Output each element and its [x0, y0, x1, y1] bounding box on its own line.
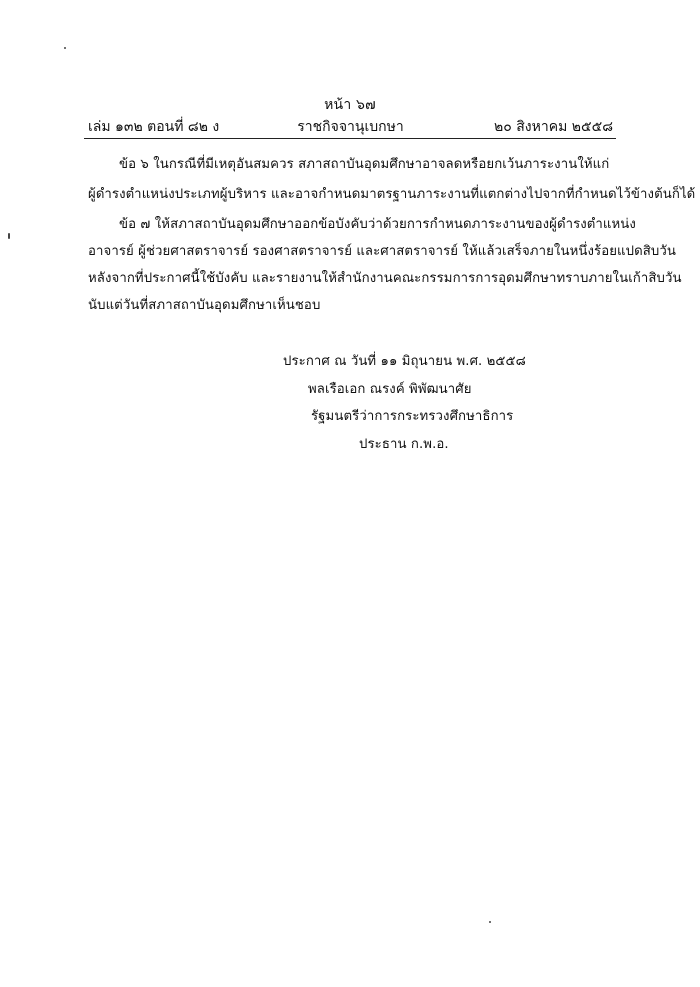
- clause-6-line-2: ผู้ดำรงตำแหน่งประเภทผู้บริหาร และอาจกำหนดมาตรฐานภาระงานที่แตกต่างไปจากที่กำหนดไว้ข้างต้นก็ได้: [88, 187, 696, 202]
- announcement-date: ประกาศ ณ วันที่ ๑๑ มิถุนายน พ.ศ. ๒๕๕๘: [283, 354, 526, 369]
- clause-7-line-2: อาจารย์ ผู้ช่วยศาสตราจารย์ รองศาสตราจารย์ และศาสตราจารย์ ให้แล้วเสร็จภายในหนึ่งร้อยแปดสิบวัน: [88, 244, 677, 259]
- scan-speck: [489, 921, 491, 923]
- clause-7-line-4: นับแต่วันที่สภาสถาบันอุดมศึกษาเห็นชอบ: [88, 298, 321, 313]
- gazette-date: ๒๐ สิงหาคม ๒๕๕๘: [494, 119, 613, 135]
- scan-speck: [64, 47, 66, 49]
- signatory-name: พลเรือเอก ณรงค์ พิพัฒนาศัย: [308, 382, 472, 397]
- signatory-position: รัฐมนตรีว่าการกระทรวงศึกษาธิการ: [311, 409, 514, 424]
- clause-7-line-3: หลังจากที่ประกาศนี้ใช้บังคับ และรายงานให้สำนักงานคณะกรรมการการอุดมศึกษาทราบภายในเก้าสิบวัน: [88, 271, 682, 286]
- volume-issue: เล่ม ๑๓๒ ตอนที่ ๘๒ ง: [88, 119, 220, 135]
- clause-6-line-1: ข้อ ๖ ในกรณีที่มีเหตุอันสมควร สภาสถาบันอุดมศึกษาอาจลดหรือยกเว้นภาระงานให้แก่: [119, 157, 610, 172]
- gazette-header: [88, 116, 613, 136]
- signatory-role: ประธาน ก.พ.อ.: [359, 437, 449, 452]
- scan-speck: [8, 233, 10, 239]
- gazette-title: ราชกิจจานุเบกษา: [297, 119, 404, 135]
- header-divider: [84, 138, 616, 139]
- clause-7-line-1: ข้อ ๗ ให้สภาสถาบันอุดมศึกษาออกข้อบังคับว่าด้วยการกำหนดภาระงานของผู้ดำรงตำแหน่ง: [119, 217, 636, 232]
- page-number: หน้า ๖๗: [324, 97, 376, 113]
